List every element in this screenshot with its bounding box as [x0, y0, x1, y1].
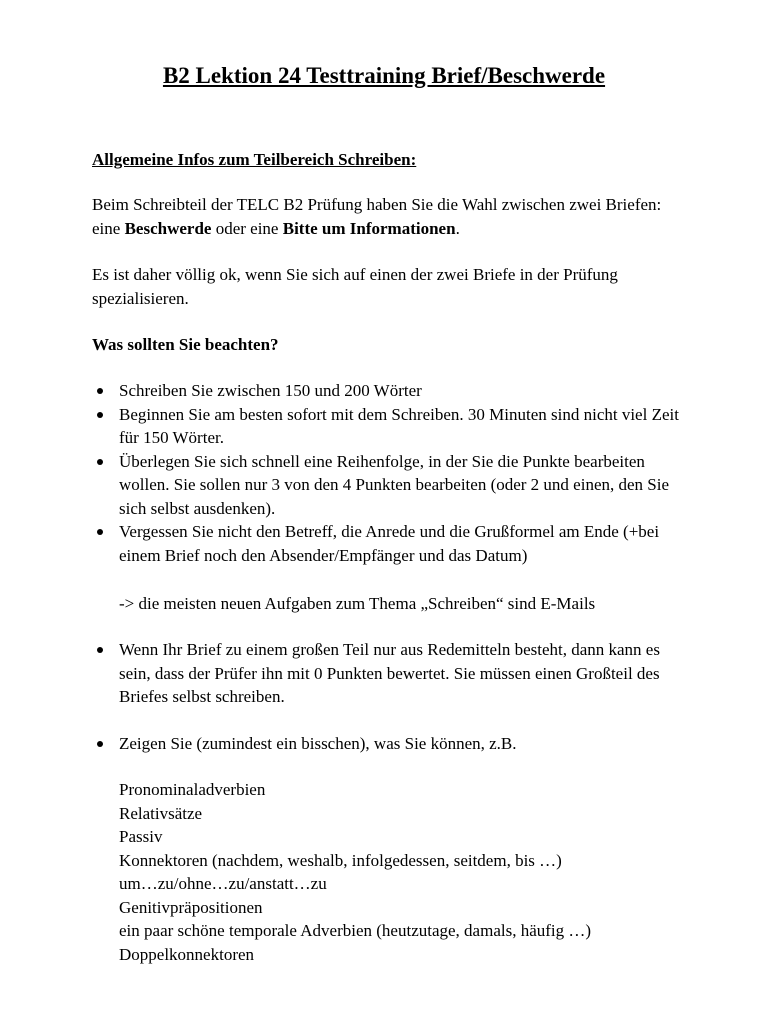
grammar-item: Relativsätze [119, 803, 203, 823]
grammar-item: Genitivpräpositionen [119, 897, 263, 917]
bullet-list-tips [92, 379, 692, 567]
bullet-icon [97, 412, 103, 418]
grammar-list [119, 778, 719, 966]
intro-bold-bitte: Bitte um Informationen [282, 218, 456, 238]
bullet-icon [97, 459, 103, 465]
section-heading: Allgemeine Infos zum Teilbereich Schreiben: [92, 150, 417, 169]
intro-paragraph [92, 193, 692, 240]
grammar-item: Pronominaladverbien [119, 780, 266, 799]
grammar-item: um…zu/ohne…zu/anstatt…zu [119, 874, 327, 893]
grammar-item: ein paar schöne temporale Adverbien (heutzutage, damals, häufig …) [119, 921, 592, 940]
list-item: Schreiben Sie zwischen 150 und 200 Wörter [92, 379, 692, 403]
grammar-item: Konnektoren (nachdem, weshalb, infolgedessen, seitdem, bis …) [119, 850, 562, 870]
list-item: Überlegen Sie sich schnell eine Reihenfolge, in der Sie die Punkte bearbeiten wollen. Sie sollen nur 3 von den 4 Punkten bearbeiten (oder 2 und einen, den Sie sich selbst ausdenken). [92, 450, 692, 521]
email-note: -> die meisten neuen Aufgaben zum Thema „Schreiben“ sind E-Mails [119, 594, 596, 613]
grammar-item: Doppelkonnektoren [119, 944, 255, 964]
bullet-icon [97, 647, 103, 653]
grammar-item: Passiv [119, 827, 163, 846]
bullet-icon [97, 741, 103, 747]
intro-text-1: Beim Schreibteil der TELC B2 Prüfung haben Sie die Wahl zwischen zwei Briefen: eine [92, 195, 662, 238]
bullet-list-zeigen [92, 732, 692, 756]
list-item: Wenn Ihr Brief zu einem großen Teil nur aus Redemitteln besteht, dann kann es sein, dass der Prüfer ihn mit 0 Punkten bewertet. Sie müssen einen Großteil des Briefes selbst schreiben. [92, 638, 692, 709]
document-title: B2 Lektion 24 Testtraining Brief/Beschwerde [162, 63, 606, 88]
intro-bold-beschwerde: Beschwerde [124, 218, 212, 238]
paragraph-spezialisieren: Es ist daher völlig ok, wenn Sie sich auf einen der zwei Briefe in der Prüfung spezialisieren. [92, 265, 618, 308]
list-item: Beginnen Sie am besten sofort mit dem Schreiben. 30 Minuten sind nicht viel Zeit für 150 Wörter. [92, 403, 692, 450]
intro-text-3: . [455, 218, 460, 238]
bullet-icon [97, 529, 103, 535]
list-item: Zeigen Sie (zumindest ein bisschen), was Sie können, z.B. [92, 732, 692, 756]
bullet-list-redemittel [92, 638, 692, 709]
list-item: Vergessen Sie nicht den Betreff, die Anrede und die Grußformel am Ende (+bei einem Brief noch den Absender/Empfänger und das Datum) [92, 520, 692, 567]
question-heading: Was sollten Sie beachten? [92, 335, 279, 354]
intro-text-2: oder eine [211, 218, 283, 238]
bullet-icon [97, 388, 103, 394]
